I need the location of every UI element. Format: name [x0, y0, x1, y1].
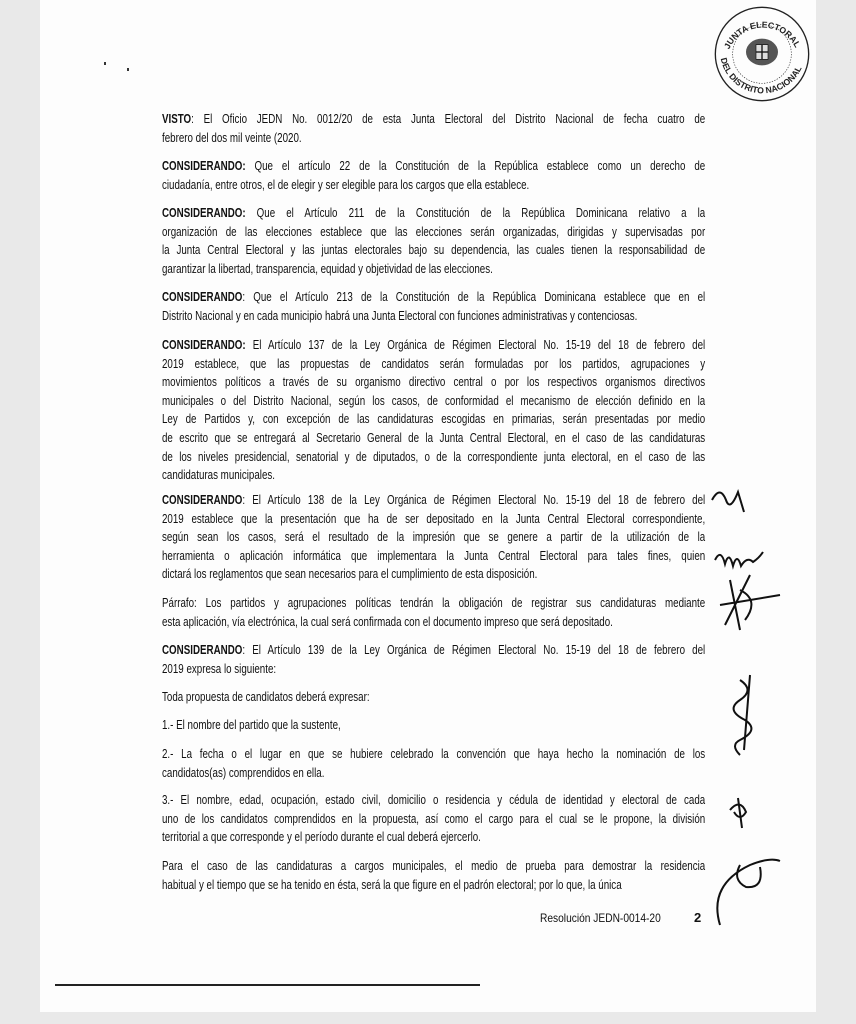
line-text: movimientos políticos a través de su organismo directivo central o por los respectivos organismos directivos — [162, 375, 706, 390]
signature-6 — [717, 860, 780, 925]
paragraph — [162, 204, 705, 278]
line-text: según sean los casos, será el resultado de la impresión que se genere a partir de la utilización de la — [162, 530, 706, 545]
line-text: candidatos(as) comprendidos en ella. — [162, 765, 325, 780]
text-line — [162, 223, 705, 242]
signature-marks — [700, 480, 820, 920]
text-line — [162, 641, 705, 660]
paragraph — [162, 791, 705, 847]
line-text: de escrito que se entregará al Secretario General de la Junta Central Electoral, en el caso de las candidaturas — [162, 430, 706, 445]
scan-speck — [104, 62, 106, 65]
signature-1 — [712, 492, 744, 512]
paragraph — [162, 641, 705, 678]
line-text: municipales o del Distrito Nacional, según los casos, de conformidad el mecanismo de elección definido en la — [162, 393, 706, 408]
line-text: 2019 establece que la presentación que ha de ser depositado en la Junta Central Electoral correspondiente, — [162, 511, 706, 526]
text-line — [162, 613, 705, 632]
text-line — [162, 828, 705, 847]
line-text: Distrito Nacional y en cada municipio habrá una Junta Electoral con funciones administrativas y contenciosas. — [162, 308, 638, 323]
text-line — [162, 764, 705, 783]
line-text: Que el Artículo 211 de la Constitución de la República Dominicana relativo a la — [245, 206, 706, 220]
paragraph-label: CONSIDERANDO: — [162, 159, 246, 173]
page-number: 2 — [694, 910, 702, 925]
line-text: 2.- La fecha o el lugar en que se hubiere celebrado la convención que haya hecho la nominación de los — [162, 747, 706, 761]
resolution-number: Resolución JEDN-0014-20 — [540, 911, 661, 925]
text-line — [162, 204, 705, 223]
text-line — [162, 129, 705, 148]
official-seal — [712, 4, 812, 104]
text-line — [162, 260, 705, 279]
paragraph — [162, 688, 705, 707]
signature-2 — [715, 552, 763, 566]
paragraph-label: VISTO — [162, 112, 192, 126]
text-line — [162, 528, 705, 547]
signature-3 — [720, 575, 780, 630]
line-text: Que el artículo 22 de la Constitución de la República establece como un derecho de — [245, 159, 706, 173]
text-line — [162, 157, 705, 176]
text-line — [162, 373, 705, 392]
coat-of-arms-icon — [746, 39, 778, 66]
text-line — [162, 355, 705, 374]
scan-speck — [127, 68, 129, 71]
text-line — [162, 429, 705, 448]
text-line — [162, 857, 705, 876]
line-text: uno de los candidatos comprendidos en la propuesta, así como el cargo para el cual se le propone, la división — [162, 811, 706, 826]
paragraph — [162, 594, 705, 631]
line-text: : Que el Artículo 213 de la Constitución de la República Dominicana establece que en el — [242, 290, 706, 304]
line-text: Ley de Partidos y, con excepción de las candidaturas escogidas en primarias, serán presentadas por medio — [162, 412, 706, 427]
line-text: Toda propuesta de candidatos deberá expresar: — [162, 690, 370, 704]
line-text: esta aplicación, vía electrónica, la cual será confirmada con el documento impreso que será depositado. — [162, 614, 613, 629]
line-text: garantizar la libertad, transparencia, equidad y objetividad de las elecciones. — [162, 261, 493, 276]
seal-top-text: JUNTA ELECTORAL — [721, 19, 803, 51]
signature-5 — [730, 798, 746, 828]
seal-bottom-text: DEL DISTRITO NACIONAL — [718, 56, 804, 96]
paragraph — [162, 110, 705, 147]
paragraph-label: CONSIDERANDO — [162, 493, 243, 507]
line-text: habitual y el tiempo que se ha tenido en ésta, será la que figure en el padrón electoral; por lo que, la única — [162, 877, 622, 892]
paragraph — [162, 157, 705, 194]
text-line — [162, 716, 705, 735]
line-text: de los niveles presidencial, senatorial y de diputados, o de la correspondiente junta electoral, en el caso de las — [162, 449, 706, 464]
paragraph-label: CONSIDERANDO: — [162, 206, 246, 220]
line-text: ciudadanía, entre otros, el de elegir y ser elegible para los cargos que ella establece. — [162, 177, 530, 192]
line-text: : El Oficio JEDN No. 0012/20 de esta Junta Electoral del Distrito Nacional de fecha cuatro de — [191, 112, 706, 126]
line-text: la Junta Central Electoral y las juntas electorales bajo su dependencia, las cuales tienen la responsabilidad de — [162, 243, 706, 258]
text-line — [162, 745, 705, 764]
text-line — [162, 791, 705, 810]
text-line — [162, 466, 705, 485]
text-line — [162, 410, 705, 429]
line-text: 3.- El nombre, edad, ocupación, estado civil, domicilio o residencia y cédula de identidad y electoral de cada — [162, 793, 706, 807]
line-text: : El Artículo 138 de la Ley Orgánica de Régimen Electoral No. 15-19 del 18 de febrero del — [242, 493, 706, 507]
text-line — [162, 876, 705, 895]
paragraph-label: CONSIDERANDO — [162, 643, 243, 657]
text-line — [162, 392, 705, 411]
line-text: candidaturas municipales. — [162, 468, 275, 483]
text-line — [162, 547, 705, 566]
line-text: : El Artículo 139 de la Ley Orgánica de Régimen Electoral No. 15-19 del 18 de febrero del — [242, 643, 706, 657]
line-text: territorial a que corresponde y el período durante el cual deberá ejercerlo. — [162, 830, 481, 845]
text-line — [162, 565, 705, 584]
line-text: organización de las elecciones establece que las elecciones serán organizadas, dirigidas y supervisadas por — [162, 224, 706, 239]
text-line — [162, 307, 705, 326]
paragraph — [162, 288, 705, 325]
text-line — [162, 491, 705, 510]
signature-4 — [734, 675, 752, 755]
line-text: febrero del dos mil veinte (2020. — [162, 130, 302, 145]
paragraph — [162, 745, 705, 782]
text-line — [162, 688, 705, 707]
line-text: herramienta o aplicación informática que implementara la Junta Central Electoral para tales fines, quien — [162, 548, 706, 563]
text-line — [162, 288, 705, 307]
line-text: dictará los reglamentos que sean necesarios para el cumplimiento de esta disposición. — [162, 567, 538, 582]
paragraph-label: CONSIDERANDO — [162, 290, 243, 304]
text-line — [162, 176, 705, 195]
line-text: 2019 expresa lo siguiente: — [162, 661, 277, 676]
line-text: Párrafo: Los partidos y agrupaciones políticas tendrán la obligación de registrar sus candidaturas mediante — [162, 596, 706, 610]
text-line — [162, 660, 705, 679]
line-text: Para el caso de las candidaturas a cargos municipales, el medio de prueba para demostrar la residencia — [162, 859, 706, 873]
line-text: 1.- El nombre del partido que la sustente, — [162, 718, 341, 732]
text-line — [162, 594, 705, 613]
paragraph — [162, 716, 705, 735]
text-line — [162, 336, 705, 355]
paragraph — [162, 857, 705, 894]
text-line — [162, 448, 705, 467]
bottom-rule — [55, 984, 480, 986]
paragraph-label: CONSIDERANDO: — [162, 338, 246, 352]
text-line — [162, 810, 705, 829]
paragraph — [162, 336, 705, 485]
line-text: 2019 establece, que las propuestas de candidatos serán formuladas por los partidos, agrupaciones y — [162, 356, 706, 371]
text-line — [162, 241, 705, 260]
text-line — [162, 110, 705, 129]
line-text: El Artículo 137 de la Ley Orgánica de Régimen Electoral No. 15-19 del 18 de febrero del — [245, 338, 706, 352]
text-line — [162, 510, 705, 529]
paragraph — [162, 491, 705, 584]
